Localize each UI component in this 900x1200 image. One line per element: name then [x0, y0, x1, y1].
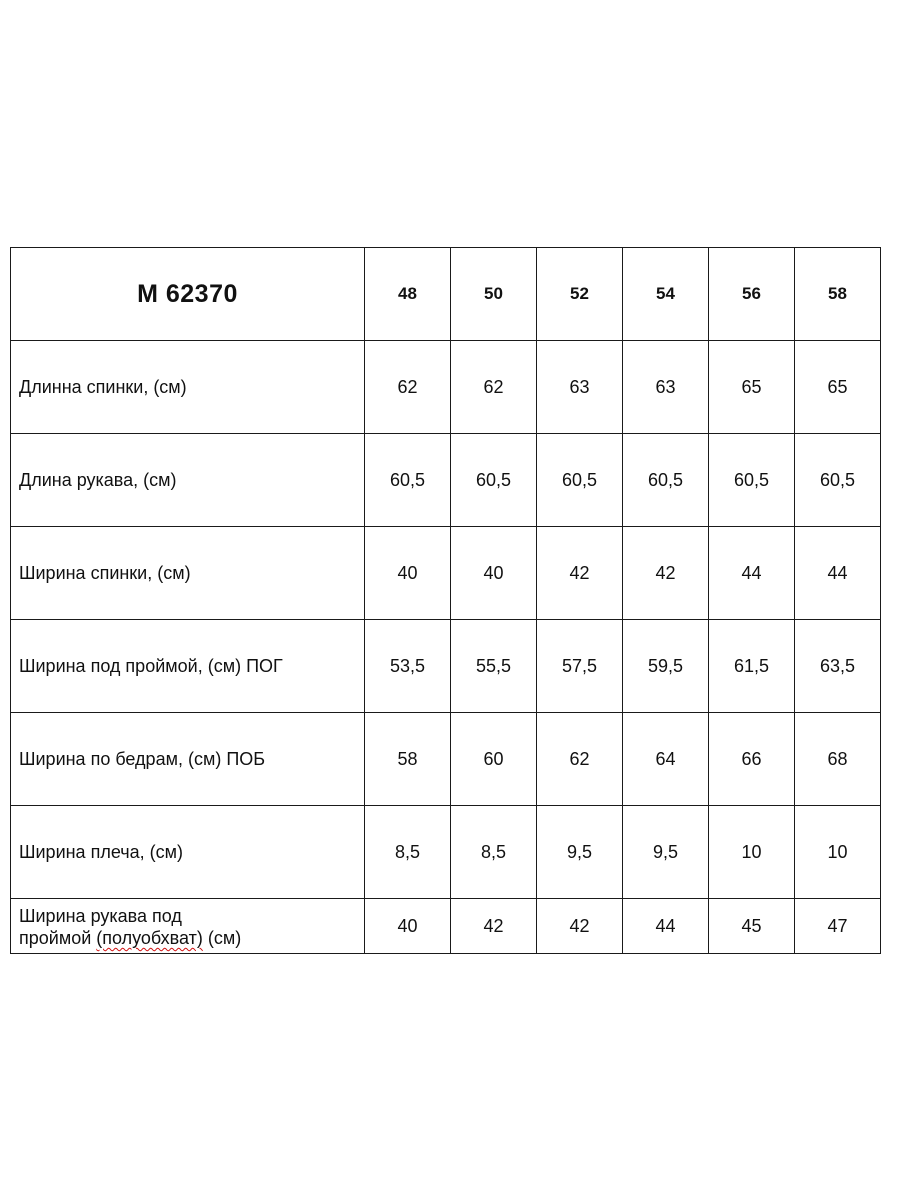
table-cell: 59,5: [623, 620, 709, 713]
table-cell: 40: [365, 527, 451, 620]
table-cell: 60,5: [795, 434, 881, 527]
table-cell: 65: [795, 341, 881, 434]
table-row: [11, 527, 881, 620]
table-cell: 47: [795, 899, 881, 954]
table-cell: 58: [365, 713, 451, 806]
table-cell: 66: [709, 713, 795, 806]
table-cell: 60,5: [709, 434, 795, 527]
table-cell: 10: [795, 806, 881, 899]
table-cell: 42: [537, 527, 623, 620]
table-row: [11, 434, 881, 527]
table-cell: 65: [709, 341, 795, 434]
table-cell: 8,5: [365, 806, 451, 899]
table-row: [11, 806, 881, 899]
table-cell: 55,5: [451, 620, 537, 713]
table-cell: 60,5: [623, 434, 709, 527]
table-cell: 44: [623, 899, 709, 954]
size-chart-body: [11, 248, 881, 954]
table-cell: 8,5: [451, 806, 537, 899]
table-cell: 44: [709, 527, 795, 620]
table-cell: 60: [451, 713, 537, 806]
table-cell: 63: [537, 341, 623, 434]
table-row: [11, 620, 881, 713]
row-label: Ширина плеча, (см): [11, 806, 365, 899]
size-header: 48: [365, 248, 451, 341]
table-cell: 9,5: [623, 806, 709, 899]
table-cell: 42: [537, 899, 623, 954]
table-cell: 62: [365, 341, 451, 434]
row-label: Длина рукава, (см): [11, 434, 365, 527]
table-cell: 64: [623, 713, 709, 806]
table-cell: 42: [451, 899, 537, 954]
table-cell: 63,5: [795, 620, 881, 713]
size-header: 58: [795, 248, 881, 341]
table-row: [11, 899, 881, 954]
table-row: [11, 341, 881, 434]
row-label: Ширина под проймой, (см) ПОГ: [11, 620, 365, 713]
row-label-line2-prefix: проймой: [19, 928, 97, 948]
table-cell: 10: [709, 806, 795, 899]
table-cell: 61,5: [709, 620, 795, 713]
row-label: Ширина спинки, (см): [11, 527, 365, 620]
spellcheck-underlined-word: (полуобхват): [96, 928, 203, 948]
table-cell: 63: [623, 341, 709, 434]
table-row: [11, 713, 881, 806]
table-cell: 45: [709, 899, 795, 954]
table-cell: 40: [451, 527, 537, 620]
model-number: М 62370: [11, 248, 365, 341]
table-cell: 62: [451, 341, 537, 434]
row-label: Ширина по бедрам, (см) ПОБ: [11, 713, 365, 806]
header-row: [11, 248, 881, 341]
table-cell: 57,5: [537, 620, 623, 713]
row-label-line1: Ширина рукава под: [19, 906, 182, 926]
size-header: 56: [709, 248, 795, 341]
table-cell: 42: [623, 527, 709, 620]
table-cell: 9,5: [537, 806, 623, 899]
size-header: 52: [537, 248, 623, 341]
row-label: [11, 899, 365, 954]
table-cell: 60,5: [451, 434, 537, 527]
row-label: Длинна спинки, (см): [11, 341, 365, 434]
table-cell: 53,5: [365, 620, 451, 713]
table-cell: 60,5: [365, 434, 451, 527]
table-cell: 62: [537, 713, 623, 806]
table-cell: 40: [365, 899, 451, 954]
size-header: 54: [623, 248, 709, 341]
size-chart-table: [10, 247, 881, 954]
table-cell: 68: [795, 713, 881, 806]
size-header: 50: [451, 248, 537, 341]
table-cell: 60,5: [537, 434, 623, 527]
table-cell: 44: [795, 527, 881, 620]
row-label-line2-suffix: (см): [202, 928, 242, 948]
